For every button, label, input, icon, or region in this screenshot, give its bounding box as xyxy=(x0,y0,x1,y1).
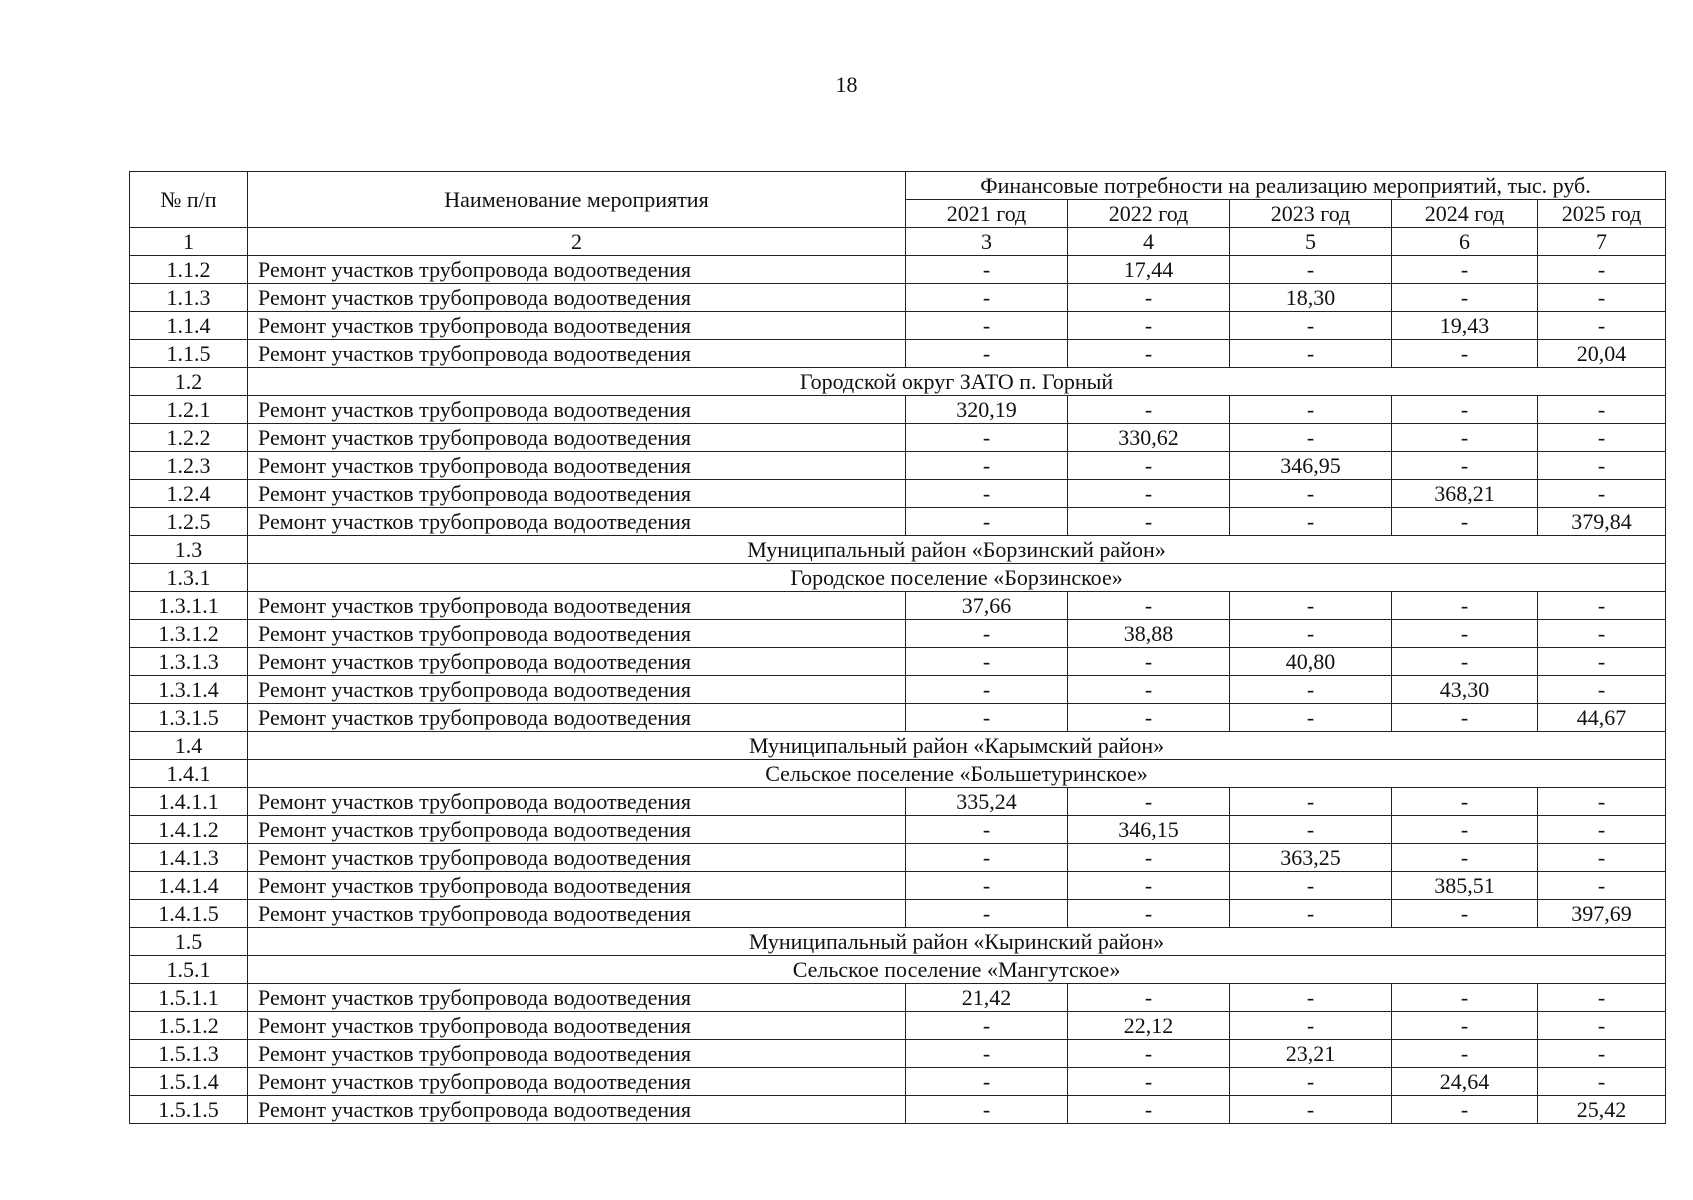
row-number: 1.2 xyxy=(130,368,248,396)
value-cell: - xyxy=(1538,312,1666,340)
header-year-2023: 2023 год xyxy=(1230,200,1392,228)
row-number: 1.5.1.4 xyxy=(130,1068,248,1096)
table-row xyxy=(130,284,1666,312)
value-cell: 25,42 xyxy=(1538,1096,1666,1124)
value-cell: 43,30 xyxy=(1392,676,1538,704)
table-row xyxy=(130,340,1666,368)
header-num: № п/п xyxy=(130,172,248,228)
value-cell: - xyxy=(1392,424,1538,452)
event-name: Ремонт участков трубопровода водоотведения xyxy=(248,1040,906,1068)
value-cell: - xyxy=(906,872,1068,900)
value-cell: - xyxy=(1538,424,1666,452)
value-cell: - xyxy=(906,1068,1068,1096)
value-cell: 37,66 xyxy=(906,592,1068,620)
value-cell: 368,21 xyxy=(1392,480,1538,508)
value-cell: - xyxy=(1068,1040,1230,1068)
value-cell: - xyxy=(906,900,1068,928)
event-name: Ремонт участков трубопровода водоотведения xyxy=(248,816,906,844)
row-number: 1.4.1.3 xyxy=(130,844,248,872)
row-number: 1.3.1.2 xyxy=(130,620,248,648)
event-name: Ремонт участков трубопровода водоотведения xyxy=(248,704,906,732)
value-cell: - xyxy=(1538,1068,1666,1096)
section-row xyxy=(130,956,1666,984)
value-cell: 320,19 xyxy=(906,396,1068,424)
event-name: Ремонт участков трубопровода водоотведения xyxy=(248,872,906,900)
table-row xyxy=(130,620,1666,648)
table-row xyxy=(130,508,1666,536)
event-name: Ремонт участков трубопровода водоотведения xyxy=(248,1096,906,1124)
table-body xyxy=(130,256,1666,1124)
table-row xyxy=(130,396,1666,424)
page-number: 18 xyxy=(835,72,858,97)
section-title: Муниципальный район «Карымский район» xyxy=(248,732,1666,760)
value-cell: - xyxy=(1538,256,1666,284)
table-row xyxy=(130,676,1666,704)
value-cell: - xyxy=(1230,340,1392,368)
value-cell: - xyxy=(1068,340,1230,368)
value-cell: - xyxy=(1068,984,1230,1012)
row-number: 1.4.1.4 xyxy=(130,872,248,900)
value-cell: - xyxy=(1230,1096,1392,1124)
header-name: Наименование мероприятия xyxy=(248,172,906,228)
row-number: 1.5.1.5 xyxy=(130,1096,248,1124)
value-cell: - xyxy=(1538,592,1666,620)
value-cell: - xyxy=(1230,424,1392,452)
header-year-2021: 2021 год xyxy=(906,200,1068,228)
table-row xyxy=(130,984,1666,1012)
section-title: Муниципальный район «Борзинский район» xyxy=(248,536,1666,564)
event-name: Ремонт участков трубопровода водоотведения xyxy=(248,424,906,452)
table-row xyxy=(130,452,1666,480)
section-title: Городское поселение «Борзинское» xyxy=(248,564,1666,592)
row-number: 1.2.2 xyxy=(130,424,248,452)
table-row xyxy=(130,1040,1666,1068)
value-cell: - xyxy=(906,340,1068,368)
table-row xyxy=(130,844,1666,872)
section-row xyxy=(130,368,1666,396)
value-cell: - xyxy=(1392,900,1538,928)
value-cell: 346,15 xyxy=(1068,816,1230,844)
value-cell: - xyxy=(1068,284,1230,312)
section-title: Городской округ ЗАТО п. Горный xyxy=(248,368,1666,396)
value-cell: 363,25 xyxy=(1230,844,1392,872)
value-cell: - xyxy=(1392,1040,1538,1068)
header-year-2025: 2025 год xyxy=(1538,200,1666,228)
value-cell: - xyxy=(1068,900,1230,928)
value-cell: 20,04 xyxy=(1538,340,1666,368)
value-cell: - xyxy=(1392,844,1538,872)
row-number: 1.1.2 xyxy=(130,256,248,284)
col-index: 1 xyxy=(130,228,248,256)
value-cell: - xyxy=(1230,592,1392,620)
section-row xyxy=(130,536,1666,564)
value-cell: - xyxy=(1068,704,1230,732)
row-number: 1.5.1.1 xyxy=(130,984,248,1012)
value-cell: - xyxy=(1538,676,1666,704)
value-cell: - xyxy=(906,620,1068,648)
value-cell: - xyxy=(1230,984,1392,1012)
event-name: Ремонт участков трубопровода водоотведения xyxy=(248,312,906,340)
value-cell: - xyxy=(906,676,1068,704)
value-cell: - xyxy=(1538,1012,1666,1040)
value-cell: 44,67 xyxy=(1538,704,1666,732)
value-cell: 22,12 xyxy=(1068,1012,1230,1040)
value-cell: - xyxy=(1230,788,1392,816)
value-cell: - xyxy=(1068,452,1230,480)
event-name: Ремонт участков трубопровода водоотведения xyxy=(248,620,906,648)
value-cell: 346,95 xyxy=(1230,452,1392,480)
event-name: Ремонт участков трубопровода водоотведения xyxy=(248,340,906,368)
row-number: 1.3 xyxy=(130,536,248,564)
value-cell: - xyxy=(1392,508,1538,536)
col-index: 3 xyxy=(906,228,1068,256)
event-name: Ремонт участков трубопровода водоотведения xyxy=(248,984,906,1012)
section-row xyxy=(130,928,1666,956)
value-cell: - xyxy=(1230,508,1392,536)
header-year-2024: 2024 год xyxy=(1392,200,1538,228)
value-cell: - xyxy=(906,816,1068,844)
table-row xyxy=(130,424,1666,452)
value-cell: 24,64 xyxy=(1392,1068,1538,1096)
table-row xyxy=(130,480,1666,508)
col-index: 6 xyxy=(1392,228,1538,256)
value-cell: - xyxy=(1068,592,1230,620)
value-cell: - xyxy=(1538,816,1666,844)
table-row xyxy=(130,312,1666,340)
value-cell: 21,42 xyxy=(906,984,1068,1012)
row-number: 1.4.1.1 xyxy=(130,788,248,816)
value-cell: - xyxy=(1068,396,1230,424)
row-number: 1.1.5 xyxy=(130,340,248,368)
value-cell: - xyxy=(1538,620,1666,648)
table-header xyxy=(130,172,1666,256)
value-cell: - xyxy=(1392,1012,1538,1040)
value-cell: - xyxy=(1068,480,1230,508)
value-cell: - xyxy=(1392,788,1538,816)
value-cell: - xyxy=(906,256,1068,284)
value-cell: - xyxy=(1538,872,1666,900)
event-name: Ремонт участков трубопровода водоотведения xyxy=(248,788,906,816)
value-cell: - xyxy=(1392,592,1538,620)
row-number: 1.4.1.5 xyxy=(130,900,248,928)
value-cell: 17,44 xyxy=(1068,256,1230,284)
value-cell: - xyxy=(906,844,1068,872)
row-number: 1.4.1.2 xyxy=(130,816,248,844)
row-number: 1.5.1 xyxy=(130,956,248,984)
value-cell: - xyxy=(1068,676,1230,704)
table-row xyxy=(130,900,1666,928)
header-finance: Финансовые потребности на реализацию мероприятий, тыс. руб. xyxy=(906,172,1666,200)
table-row xyxy=(130,256,1666,284)
event-name: Ремонт участков трубопровода водоотведения xyxy=(248,396,906,424)
section-row xyxy=(130,732,1666,760)
row-number: 1.5.1.2 xyxy=(130,1012,248,1040)
value-cell: - xyxy=(1392,984,1538,1012)
event-name: Ремонт участков трубопровода водоотведения xyxy=(248,900,906,928)
table-row xyxy=(130,592,1666,620)
value-cell: - xyxy=(1392,620,1538,648)
event-name: Ремонт участков трубопровода водоотведения xyxy=(248,648,906,676)
value-cell: - xyxy=(906,1096,1068,1124)
value-cell: 18,30 xyxy=(1230,284,1392,312)
section-row xyxy=(130,564,1666,592)
value-cell: - xyxy=(1392,704,1538,732)
event-name: Ремонт участков трубопровода водоотведения xyxy=(248,1068,906,1096)
value-cell: - xyxy=(1068,872,1230,900)
value-cell: - xyxy=(1392,1096,1538,1124)
value-cell: - xyxy=(1068,312,1230,340)
row-number: 1.1.4 xyxy=(130,312,248,340)
col-index: 4 xyxy=(1068,228,1230,256)
value-cell: - xyxy=(1068,648,1230,676)
value-cell: - xyxy=(1538,396,1666,424)
value-cell: - xyxy=(906,480,1068,508)
row-number: 1.1.3 xyxy=(130,284,248,312)
table-row xyxy=(130,816,1666,844)
row-number: 1.4 xyxy=(130,732,248,760)
value-cell: - xyxy=(1230,1012,1392,1040)
value-cell: - xyxy=(1538,452,1666,480)
col-index: 7 xyxy=(1538,228,1666,256)
value-cell: - xyxy=(1230,816,1392,844)
value-cell: - xyxy=(906,508,1068,536)
event-name: Ремонт участков трубопровода водоотведения xyxy=(248,284,906,312)
table-row xyxy=(130,788,1666,816)
value-cell: - xyxy=(1230,1068,1392,1096)
value-cell: - xyxy=(1392,284,1538,312)
value-cell: - xyxy=(906,704,1068,732)
value-cell: - xyxy=(906,312,1068,340)
row-number: 1.3.1.4 xyxy=(130,676,248,704)
value-cell: 23,21 xyxy=(1230,1040,1392,1068)
value-cell: - xyxy=(1068,1096,1230,1124)
value-cell: - xyxy=(1230,256,1392,284)
section-title: Муниципальный район «Кыринский район» xyxy=(248,928,1666,956)
column-index-row xyxy=(130,228,1666,256)
value-cell: 40,80 xyxy=(1230,648,1392,676)
table-row xyxy=(130,872,1666,900)
value-cell: - xyxy=(1068,1068,1230,1096)
value-cell: - xyxy=(1230,872,1392,900)
value-cell: - xyxy=(1392,256,1538,284)
value-cell: 38,88 xyxy=(1068,620,1230,648)
value-cell: - xyxy=(1538,284,1666,312)
table-row xyxy=(130,1068,1666,1096)
value-cell: - xyxy=(1392,452,1538,480)
event-name: Ремонт участков трубопровода водоотведения xyxy=(248,1012,906,1040)
section-title: Сельское поселение «Большетуринское» xyxy=(248,760,1666,788)
event-name: Ремонт участков трубопровода водоотведения xyxy=(248,676,906,704)
value-cell: - xyxy=(1230,900,1392,928)
col-index: 2 xyxy=(248,228,906,256)
value-cell: 397,69 xyxy=(1538,900,1666,928)
value-cell: - xyxy=(906,648,1068,676)
row-number: 1.4.1 xyxy=(130,760,248,788)
value-cell: - xyxy=(1538,984,1666,1012)
value-cell: - xyxy=(1230,396,1392,424)
value-cell: - xyxy=(1392,648,1538,676)
event-name: Ремонт участков трубопровода водоотведения xyxy=(248,592,906,620)
row-number: 1.3.1 xyxy=(130,564,248,592)
table-row xyxy=(130,1012,1666,1040)
financial-needs-table xyxy=(129,171,1666,1124)
table-row xyxy=(130,1096,1666,1124)
row-number: 1.3.1.3 xyxy=(130,648,248,676)
value-cell: 335,24 xyxy=(906,788,1068,816)
value-cell: 385,51 xyxy=(1392,872,1538,900)
value-cell: - xyxy=(1068,844,1230,872)
value-cell: - xyxy=(1230,312,1392,340)
row-number: 1.3.1.5 xyxy=(130,704,248,732)
value-cell: - xyxy=(906,1040,1068,1068)
value-cell: - xyxy=(1538,1040,1666,1068)
value-cell: - xyxy=(1538,844,1666,872)
row-number: 1.5.1.3 xyxy=(130,1040,248,1068)
value-cell: - xyxy=(1538,480,1666,508)
value-cell: - xyxy=(1068,508,1230,536)
event-name: Ремонт участков трубопровода водоотведения xyxy=(248,480,906,508)
row-number: 1.3.1.1 xyxy=(130,592,248,620)
table-row xyxy=(130,704,1666,732)
value-cell: - xyxy=(1068,788,1230,816)
event-name: Ремонт участков трубопровода водоотведения xyxy=(248,844,906,872)
value-cell: - xyxy=(1230,676,1392,704)
value-cell: - xyxy=(1392,340,1538,368)
value-cell: - xyxy=(1230,480,1392,508)
value-cell: - xyxy=(1230,704,1392,732)
value-cell: - xyxy=(906,424,1068,452)
section-title: Сельское поселение «Мангутское» xyxy=(248,956,1666,984)
value-cell: - xyxy=(1392,816,1538,844)
event-name: Ремонт участков трубопровода водоотведения xyxy=(248,256,906,284)
value-cell: - xyxy=(1392,396,1538,424)
event-name: Ремонт участков трубопровода водоотведения xyxy=(248,452,906,480)
row-number: 1.2.1 xyxy=(130,396,248,424)
row-number: 1.2.3 xyxy=(130,452,248,480)
event-name: Ремонт участков трубопровода водоотведения xyxy=(248,508,906,536)
value-cell: - xyxy=(1538,648,1666,676)
value-cell: 19,43 xyxy=(1392,312,1538,340)
row-number: 1.2.5 xyxy=(130,508,248,536)
header-year-2022: 2022 год xyxy=(1068,200,1230,228)
value-cell: - xyxy=(1230,620,1392,648)
table-row xyxy=(130,648,1666,676)
row-number: 1.5 xyxy=(130,928,248,956)
col-index: 5 xyxy=(1230,228,1392,256)
value-cell: 330,62 xyxy=(1068,424,1230,452)
value-cell: 379,84 xyxy=(1538,508,1666,536)
section-row xyxy=(130,760,1666,788)
row-number: 1.2.4 xyxy=(130,480,248,508)
value-cell: - xyxy=(906,284,1068,312)
value-cell: - xyxy=(906,1012,1068,1040)
value-cell: - xyxy=(906,452,1068,480)
value-cell: - xyxy=(1538,788,1666,816)
